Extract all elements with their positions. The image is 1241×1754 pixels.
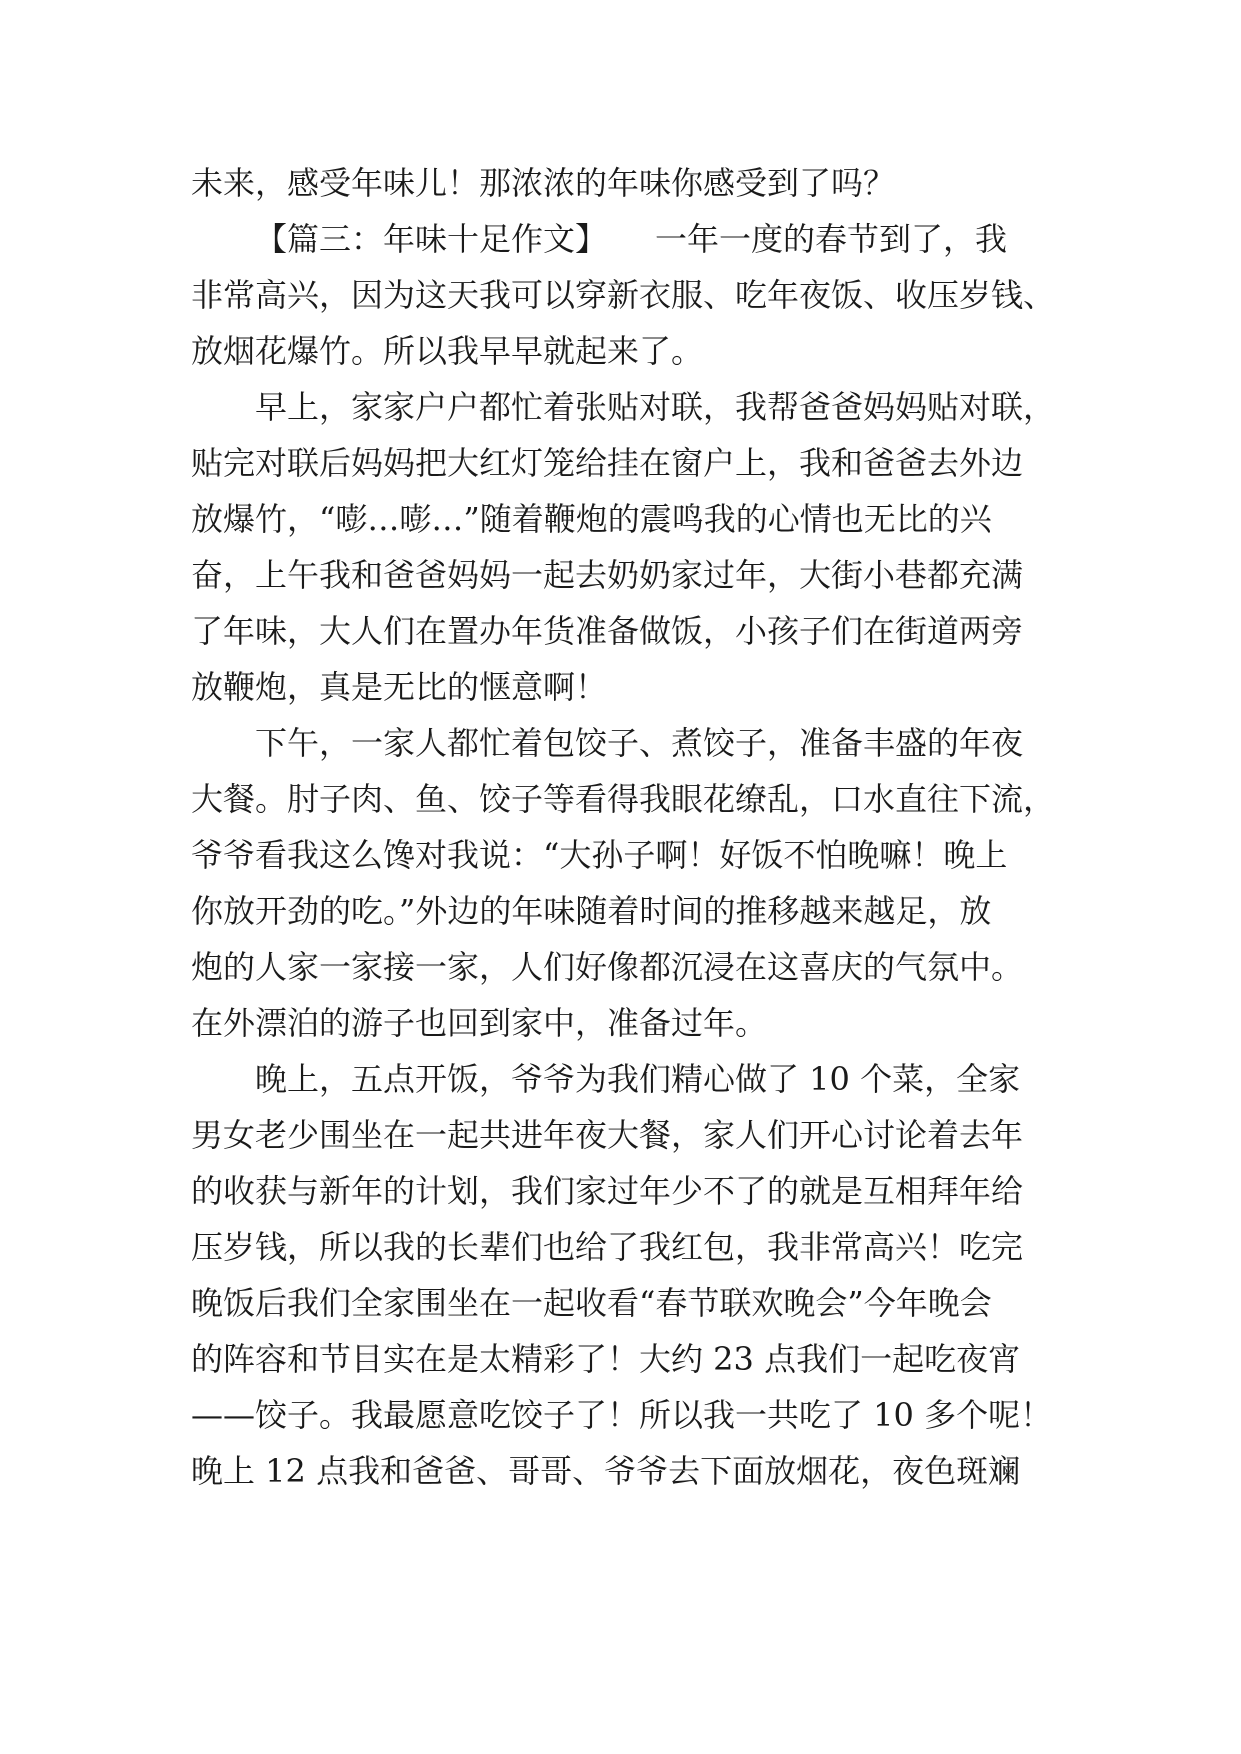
text-line: 晚上 12 点我和爸爸、哥哥、爷爷去下面放烟花，夜色斑斓 — [191, 1452, 1021, 1490]
text-line: 早上，家家户户都忙着张贴对联，我帮爸爸妈妈贴对联， — [255, 388, 1056, 426]
text-line: 未来，感受年味儿！那浓浓的年味你感受到了吗？ — [191, 164, 896, 202]
document-body — [191, 155, 1061, 1499]
text-line: 了年味，大人们在置办年货准备做饭，小孩子们在街道两旁 — [191, 612, 1024, 650]
text-line: 贴完对联后妈妈把大红灯笼给挂在窗户上，我和爸爸去外边 — [191, 444, 1024, 482]
text-line: 炮的人家一家接一家，人们好像都沉浸在这喜庆的气氛中。 — [191, 948, 1024, 986]
text-line: 大餐。肘子肉、鱼、饺子等看得我眼花缭乱，口水直往下流， — [191, 780, 1056, 818]
text-line: 的阵容和节目实在是太精彩了！大约 23 点我们一起吃夜宵 — [191, 1340, 1021, 1378]
text-line: 压岁钱，所以我的长辈们也给了我红包，我非常高兴！吃完 — [191, 1228, 1024, 1266]
text-line: 男女老少围坐在一起共进年夜大餐，家人们开心讨论着去年 — [191, 1116, 1024, 1154]
text-line: 非常高兴，因为这天我可以穿新衣服、吃年夜饭、收压岁钱、 — [191, 276, 1056, 314]
text-line: 放爆竹，“嘭…嘭…”随着鞭炮的震鸣我的心情也无比的兴 — [191, 500, 992, 538]
text-line: 【篇三：年味十足作文】 一年一度的春节到了，我 — [255, 220, 1008, 258]
text-line: 的收获与新年的计划，我们家过年少不了的就是互相拜年给 — [191, 1172, 1024, 1210]
text-line: 在外漂泊的游子也回到家中，准备过年。 — [191, 1004, 768, 1042]
text-line: 你放开劲的吃。”外边的年味随着时间的推移越来越足，放 — [191, 892, 992, 930]
text-line: 放烟花爆竹。所以我早早就起来了。 — [191, 332, 704, 370]
text-line: 晚上，五点开饭，爷爷为我们精心做了 10 个菜，全家 — [255, 1060, 1021, 1098]
text-line: 下午，一家人都忙着包饺子、煮饺子，准备丰盛的年夜 — [255, 724, 1024, 762]
text-line: 爷爷看我这么馋对我说：“大孙子啊！好饭不怕晚嘛！晚上 — [191, 836, 1008, 874]
text-line: ——饺子。我最愿意吃饺子了！所以我一共吃了 10 多个呢！ — [191, 1396, 1053, 1434]
text-line: 晚饭后我们全家围坐在一起收看“春节联欢晚会”今年晚会 — [191, 1284, 992, 1322]
text-line: 奋，上午我和爸爸妈妈一起去奶奶家过年，大街小巷都充满 — [191, 556, 1024, 594]
text-line: 放鞭炮，真是无比的惬意啊！ — [191, 668, 608, 706]
